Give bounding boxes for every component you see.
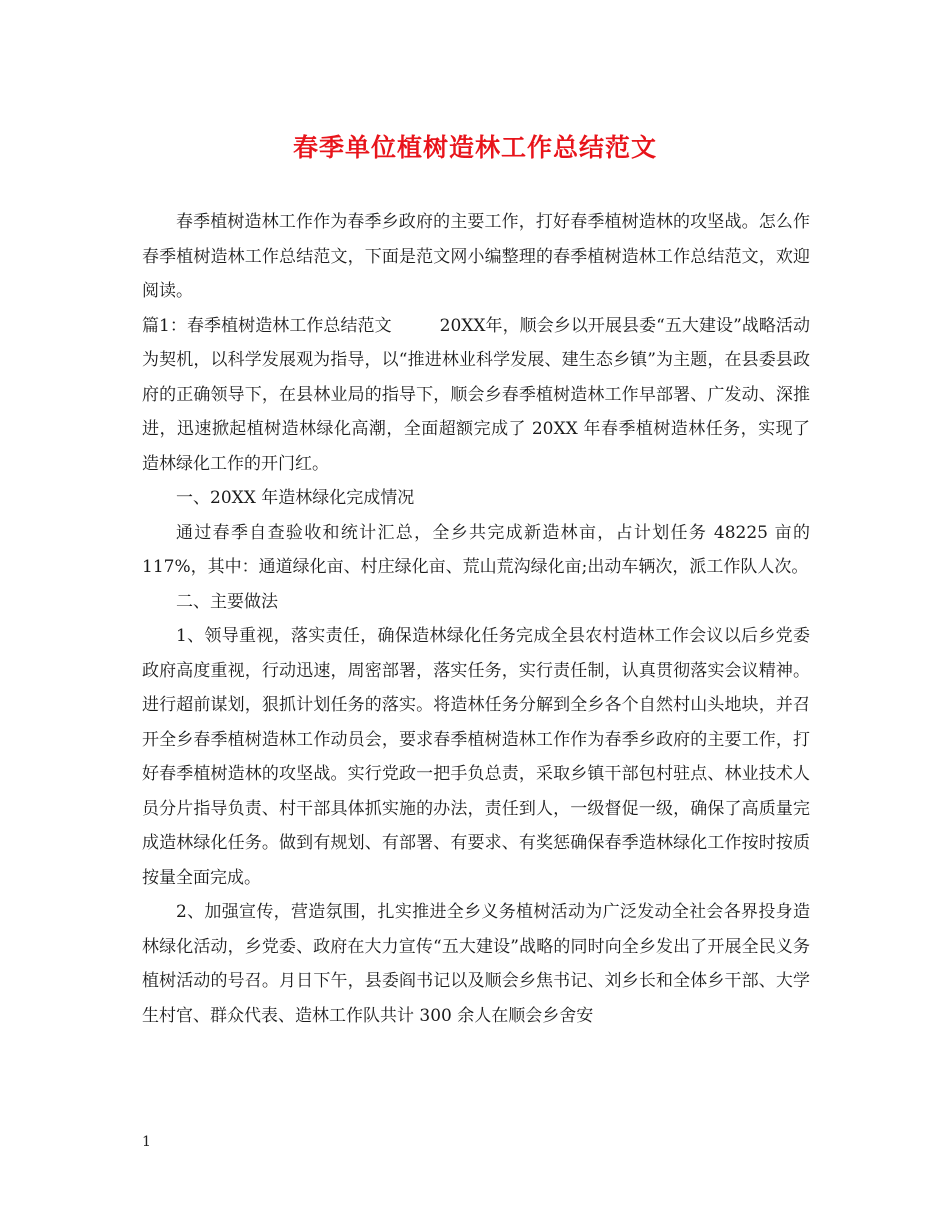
section-heading-2: 二、主要做法 xyxy=(176,591,278,612)
section-heading-1: 一、20XX 年造林绿化完成情况 xyxy=(176,488,415,508)
point-paragraph-2: 2、加强宣传，营造氛围，扎实推进全乡义务植树活动为广泛发动全社会各界投身造林绿化活动，乡党委、政府在大力宣传“五大建设”战略的同时向全乡发出了开展全民义务植树活动的号召。月日下午，县委阎书记以及顺会乡焦书记、刘乡长和全体乡干部、大学生村官、群众代表、造林工作队共计 300 余人在顺会乡舍安 xyxy=(142,902,810,1026)
document-body xyxy=(142,205,810,1033)
point-paragraph-1: 1、领导重视，落实责任，确保造林绿化任务完成全县农村造林工作会议以后乡党委政府高度重视，行动迅速，周密部署，落实任务，实行责任制，认真贯彻落实会议精神。进行超前谋划，狠抓计划任务的落实。将造林任务分解到全乡各个自然村山头地块，并召开全乡春季植树造林工作动员会，要求春季植树造林工作作为春季乡政府的主要工作，打好春季植树造林的攻坚战。实行党政一把手负总责，采取乡镇干部包村驻点、林业技术人员分片指导负责、村干部具体抓实施的办法，责任到人，一级督促一级，确保了高质量完成造林绿化任务。做到有规划、有部署、有要求、有奖惩确保春季造林绿化工作按时按质按量全面完成。 xyxy=(142,626,810,888)
document-title: 春季单位植树造林工作总结范文 xyxy=(292,133,657,162)
page-number: 1 xyxy=(142,1134,151,1150)
section-paragraph-1: 通过春季自查验收和统计汇总，全乡共完成新造林亩，占计划任务 48225 亩的 117%，其中：通道绿化亩、村庄绿化亩、荒山荒沟绿化亩;出动车辆次，派工作队人次。 xyxy=(142,522,810,577)
intro-paragraph: 春季植树造林工作作为春季乡政府的主要工作，打好春季植树造林的攻坚战。怎么作春季植树造林工作总结范文，下面是范文网小编整理的春季植树造林工作总结范文，欢迎阅读。 xyxy=(142,212,810,301)
article-lead: 20XX年，顺会乡以开展县委“五大建设”战略活动为契机，以科学发展观为指导，以“推进林业科学发展、建生态乡镇”为主题，在县委县政府的正确领导下，在县林业局的指导下，顺会乡春季植树造林工作早部署、广发动、深推进，迅速掀起植树造林绿化高潮，全面超额完成了 20XX 年春季植树造林任务，实现了造林绿化工作的开门红。 xyxy=(142,315,810,474)
article-heading: 篇1：春季植树造林工作总结范文 xyxy=(142,315,392,336)
article-paragraph xyxy=(142,309,810,482)
